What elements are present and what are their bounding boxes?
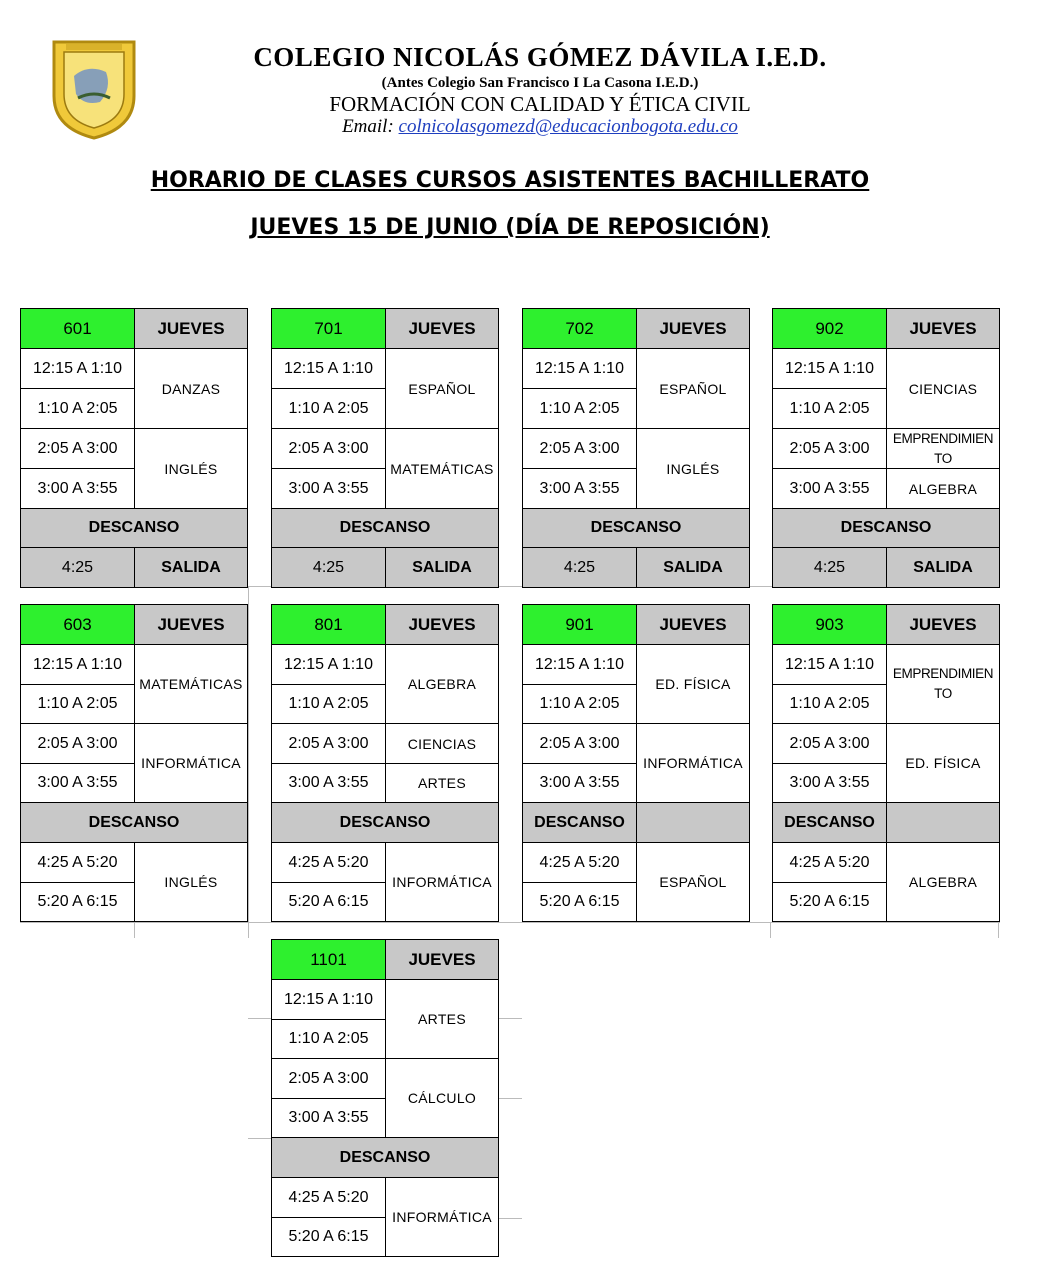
grid-line <box>498 1018 522 1019</box>
course-number: 701 <box>271 308 386 349</box>
time-slot: 3:00 A 3:55 <box>20 468 135 509</box>
subject-cell: INFORMÁTICA <box>385 842 499 922</box>
subject-cell: ARTES <box>385 979 499 1059</box>
day-header: JUEVES <box>134 308 248 349</box>
email-link[interactable]: colnicolasgomezd@educacionbogota.edu.co <box>398 116 738 137</box>
time-slot: 4:25 A 5:20 <box>772 842 887 883</box>
time-slot: 4:25 A 5:20 <box>271 1177 386 1218</box>
time-slot: 3:00 A 3:55 <box>271 763 386 803</box>
time-slot: 2:05 A 3:00 <box>772 428 887 469</box>
exit-label: SALIDA <box>636 547 750 588</box>
grid-line <box>498 1098 522 1099</box>
time-slot: 3:00 A 3:55 <box>522 468 637 509</box>
subject-cell: DANZAS <box>134 348 248 429</box>
exit-time: 4:25 <box>522 547 637 588</box>
course-number: 901 <box>522 604 637 645</box>
time-slot: 3:00 A 3:55 <box>271 468 386 509</box>
email-line <box>0 116 1050 138</box>
time-slot: 1:10 A 2:05 <box>522 684 637 724</box>
course-number: 903 <box>772 604 887 645</box>
time-slot: 1:10 A 2:05 <box>271 1019 386 1059</box>
grid-line <box>770 922 771 938</box>
subject-cell: INFORMÁTICA <box>134 723 248 803</box>
grid-line <box>248 1018 272 1019</box>
day-header: JUEVES <box>636 308 750 349</box>
subject-cell: ED. FÍSICA <box>886 723 1000 803</box>
time-slot: 4:25 A 5:20 <box>20 842 135 883</box>
subject-cell: INFORMÁTICA <box>636 723 750 803</box>
time-slot: 3:00 A 3:55 <box>772 763 887 803</box>
course-number: 902 <box>772 308 887 349</box>
exit-time: 4:25 <box>772 547 887 588</box>
day-header: JUEVES <box>636 604 750 645</box>
break-row: DESCANSO <box>20 802 248 843</box>
grid-line <box>248 1138 272 1139</box>
subject-cell: INGLÉS <box>636 428 750 509</box>
course-number: 801 <box>271 604 386 645</box>
course-number: 603 <box>20 604 135 645</box>
time-slot: 1:10 A 2:05 <box>522 388 637 429</box>
break-row: DESCANSO <box>522 508 750 548</box>
subject-cell: INGLÉS <box>134 428 248 509</box>
course-number: 1101 <box>271 939 386 980</box>
time-slot: 5:20 A 6:15 <box>20 882 135 922</box>
schedule-title: HORARIO DE CLASES CURSOS ASISTENTES BACHILLERATO <box>150 168 870 193</box>
subject-cell: ALGEBRA <box>385 644 499 724</box>
email-label: Email: <box>342 116 394 137</box>
exit-label: SALIDA <box>385 547 499 588</box>
time-slot: 3:00 A 3:55 <box>271 1098 386 1138</box>
school-name: COLEGIO NICOLÁS GÓMEZ DÁVILA I.E.D. <box>253 42 827 72</box>
time-slot: 4:25 A 5:20 <box>522 842 637 883</box>
time-slot: 3:00 A 3:55 <box>772 468 887 509</box>
exit-time: 4:25 <box>271 547 386 588</box>
subject-cell: ALGEBRA <box>886 842 1000 922</box>
break-row: DESCANSO <box>271 1137 499 1178</box>
time-slot: 2:05 A 3:00 <box>271 723 386 764</box>
subject-cell: MATEMÁTICAS <box>385 428 499 509</box>
subject-cell: ESPAÑOL <box>636 842 750 922</box>
time-slot: 3:00 A 3:55 <box>20 763 135 803</box>
time-slot: 2:05 A 3:00 <box>772 723 887 764</box>
grid-line <box>248 586 249 938</box>
subject-cell: EMPRENDIMIEN TO <box>886 428 1000 469</box>
time-slot: 1:10 A 2:05 <box>271 684 386 724</box>
grid-line <box>134 922 135 938</box>
time-slot: 5:20 A 6:15 <box>271 1217 386 1257</box>
break-row: DESCANSO <box>772 508 1000 548</box>
time-slot: 12:15 A 1:10 <box>772 644 887 685</box>
time-slot: 3:00 A 3:55 <box>522 763 637 803</box>
time-slot: 1:10 A 2:05 <box>772 388 887 429</box>
subject-cell: ALGEBRA <box>886 468 1000 509</box>
grid-line <box>20 922 1000 923</box>
subject-cell: ARTES <box>385 763 499 803</box>
exit-time: 4:25 <box>20 547 135 588</box>
time-slot: 5:20 A 6:15 <box>522 882 637 922</box>
day-header: JUEVES <box>886 308 1000 349</box>
time-slot: 12:15 A 1:10 <box>271 644 386 685</box>
exit-label: SALIDA <box>886 547 1000 588</box>
time-slot: 5:20 A 6:15 <box>271 882 386 922</box>
time-slot: 12:15 A 1:10 <box>271 979 386 1020</box>
day-header: JUEVES <box>385 939 499 980</box>
time-slot: 1:10 A 2:05 <box>271 388 386 429</box>
break-row: DESCANSO <box>20 508 248 548</box>
time-slot: 12:15 A 1:10 <box>772 348 887 389</box>
time-slot: 1:10 A 2:05 <box>20 388 135 429</box>
break-row-empty <box>636 802 750 843</box>
grid-line <box>998 922 999 938</box>
break-row: DESCANSO <box>271 802 499 843</box>
time-slot: 2:05 A 3:00 <box>522 723 637 764</box>
schedule-date-title: JUEVES 15 DE JUNIO (DÍA DE REPOSICIÓN) <box>250 215 770 240</box>
former-school-name: (Antes Colegio San Francisco I La Casona I.E.D.) <box>381 75 699 91</box>
time-slot: 1:10 A 2:05 <box>20 684 135 724</box>
subject-cell: INFORMÁTICA <box>385 1177 499 1257</box>
course-number: 601 <box>20 308 135 349</box>
time-slot: 12:15 A 1:10 <box>271 348 386 389</box>
time-slot: 2:05 A 3:00 <box>271 1058 386 1099</box>
time-slot: 2:05 A 3:00 <box>20 428 135 469</box>
document-header <box>0 0 1050 300</box>
time-slot: 12:15 A 1:10 <box>20 348 135 389</box>
subject-cell: INGLÉS <box>134 842 248 922</box>
subject-cell: MATEMÁTICAS <box>134 644 248 724</box>
subject-cell: ED. FÍSICA <box>636 644 750 724</box>
subject-cell: ESPAÑOL <box>385 348 499 429</box>
subject-cell: EMPRENDIMIEN TO <box>886 644 1000 724</box>
time-slot: 12:15 A 1:10 <box>20 644 135 685</box>
day-header: JUEVES <box>134 604 248 645</box>
subject-cell: CÁLCULO <box>385 1058 499 1138</box>
break-row: DESCANSO <box>271 508 499 548</box>
subject-cell: ESPAÑOL <box>636 348 750 429</box>
break-row: DESCANSO <box>772 802 887 843</box>
time-slot: 2:05 A 3:00 <box>20 723 135 764</box>
exit-label: SALIDA <box>134 547 248 588</box>
subject-cell: CIENCIAS <box>886 348 1000 429</box>
time-slot: 12:15 A 1:10 <box>522 348 637 389</box>
day-header: JUEVES <box>886 604 1000 645</box>
break-row: DESCANSO <box>522 802 637 843</box>
time-slot: 2:05 A 3:00 <box>271 428 386 469</box>
time-slot: 4:25 A 5:20 <box>271 842 386 883</box>
grid-line <box>498 1218 522 1219</box>
time-slot: 2:05 A 3:00 <box>522 428 637 469</box>
time-slot: 1:10 A 2:05 <box>772 684 887 724</box>
break-row-empty <box>886 802 1000 843</box>
day-header: JUEVES <box>385 308 499 349</box>
school-motto: FORMACIÓN CON CALIDAD Y ÉTICA CIVIL <box>329 92 751 116</box>
subject-cell: CIENCIAS <box>385 723 499 764</box>
time-slot: 12:15 A 1:10 <box>522 644 637 685</box>
time-slot: 5:20 A 6:15 <box>772 882 887 922</box>
day-header: JUEVES <box>385 604 499 645</box>
course-number: 702 <box>522 308 637 349</box>
